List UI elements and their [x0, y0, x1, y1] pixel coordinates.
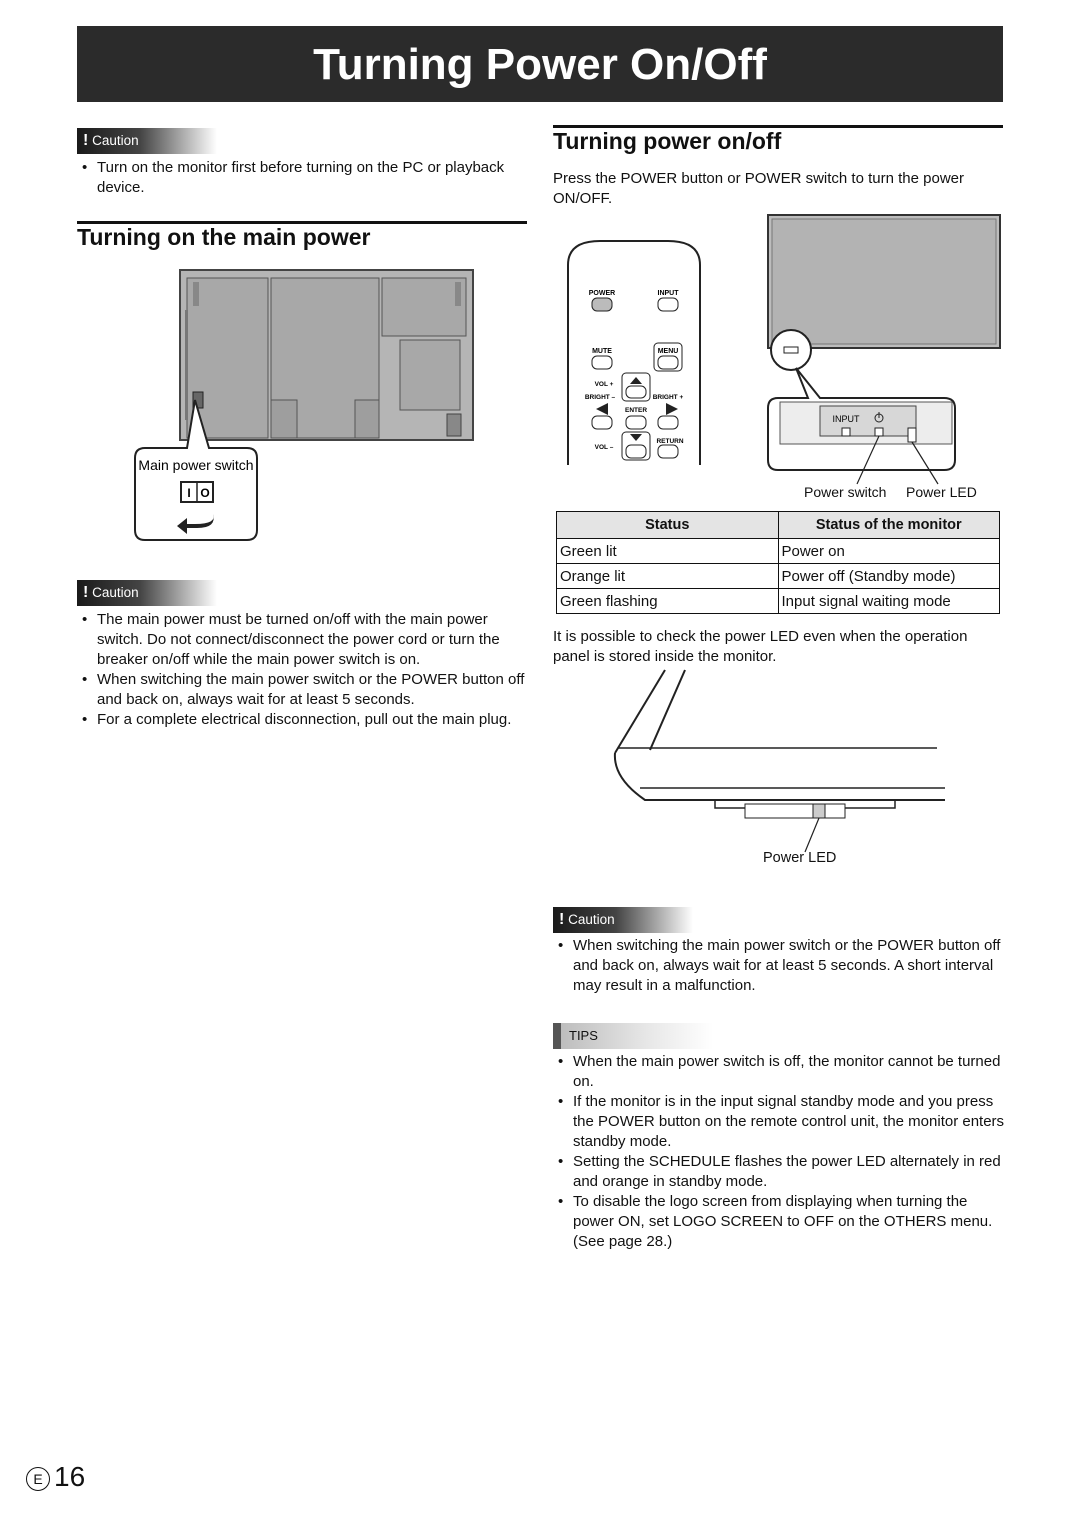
warning-icon: ! — [83, 132, 89, 149]
list-item: • Turn on the monitor first before turning on the PC or playback device. — [77, 158, 517, 198]
table-row — [557, 589, 1000, 614]
tips-label: TIPS — [553, 1023, 713, 1049]
vol-minus-label: VOL – — [594, 444, 614, 451]
caution-label-text: Caution — [92, 585, 139, 600]
table-cell: Orange lit — [557, 564, 779, 589]
table-cell: Power off (Standby mode) — [778, 564, 1000, 589]
table-cell: Green lit — [557, 539, 779, 564]
caution-label-text: Caution — [568, 912, 615, 927]
status-table — [556, 511, 1000, 614]
list-item: • When the main power switch is off, the monitor cannot be turned on. — [553, 1052, 1005, 1092]
callout-label: Main power switch — [138, 457, 254, 473]
caution-label — [77, 128, 217, 154]
enter-key-label: ENTER — [624, 407, 648, 414]
list-item: • When switching the main power switch or the POWER button off and back on, always wait for at least 5 seconds. A short interval may result in a malfunction. — [553, 936, 1005, 996]
bright-plus-label: BRIGHT + — [652, 394, 684, 401]
warning-icon: ! — [83, 584, 89, 601]
table-header: Status — [557, 512, 779, 539]
warning-icon: ! — [559, 911, 565, 928]
tips-list — [553, 1052, 1005, 1252]
table-cell: Power on — [778, 539, 1000, 564]
return-key-label: RETURN — [656, 438, 684, 445]
section-title-main-power: Turning on the main power — [77, 224, 371, 250]
input-key-label: INPUT — [657, 290, 679, 297]
led-indicator — [813, 804, 825, 818]
switch-off-symbol: O — [200, 486, 210, 500]
list-item: • If the monitor is in the input signal standby mode and you press the POWER button on the remote control unit, the monitor enters standby mode. — [553, 1092, 1005, 1152]
table-row — [557, 539, 1000, 564]
list-item: • When switching the main power switch or the POWER button off and back on, always wait for at least 5 seconds. — [77, 670, 527, 710]
list-item: • The main power must be turned on/off with the main power switch. Do not connect/disconnect the power cord or turn the breaker on/off while the main power switch is on. — [77, 610, 527, 670]
region-badge: E — [26, 1467, 50, 1491]
caution-list — [77, 610, 527, 730]
section-rule — [77, 221, 527, 224]
remote-control-diagram — [560, 235, 710, 467]
table-cell: Input signal waiting mode — [778, 589, 1000, 614]
vol-plus-label: VOL + — [594, 381, 614, 388]
monitor-edge-diagram — [605, 668, 950, 858]
caution-label-text: Caution — [92, 133, 139, 148]
monitor-front-diagram — [760, 210, 1010, 500]
caution-list — [77, 158, 517, 198]
bright-minus-label: BRIGHT – — [584, 394, 616, 401]
power-switch-label: Power switch — [804, 484, 887, 500]
power-key-label: POWER — [588, 290, 616, 297]
monitor-back-diagram — [125, 262, 485, 552]
panel-input-label: INPUT — [832, 414, 860, 424]
table-row — [557, 564, 1000, 589]
page-title: Turning Power On/Off — [77, 26, 1003, 102]
section-title-power-onoff: Turning power on/off — [553, 128, 782, 154]
table-header: Status of the monitor — [778, 512, 1000, 539]
caution-list — [553, 936, 1005, 996]
power-led-label: Power LED — [906, 484, 977, 500]
switch-on-symbol: I — [187, 486, 191, 500]
intro-text: Press the POWER button or POWER switch to turn the power ON/OFF. — [553, 170, 964, 207]
power-button — [592, 298, 612, 311]
menu-key-label: MENU — [657, 348, 679, 355]
led-note: It is possible to check the power LED even when the operation panel is stored inside the monitor. — [553, 628, 968, 665]
input-button — [658, 298, 678, 311]
power-led-bottom-label: Power LED — [763, 850, 837, 866]
list-item: • To disable the logo screen from displaying when turning the power ON, set LOGO SCREEN to OFF on the OTHERS menu. (See page 28.) — [553, 1192, 1005, 1252]
page-number: 16 — [54, 1461, 86, 1492]
list-item: • For a complete electrical disconnection, pull out the main plug. — [77, 710, 527, 730]
table-cell: Green flashing — [557, 589, 779, 614]
caution-label — [77, 580, 217, 606]
mute-key-label: MUTE — [592, 348, 612, 355]
caution-label — [553, 907, 693, 933]
list-item: • Setting the SCHEDULE flashes the power LED alternately in red and orange in standby mode. — [553, 1152, 1005, 1192]
